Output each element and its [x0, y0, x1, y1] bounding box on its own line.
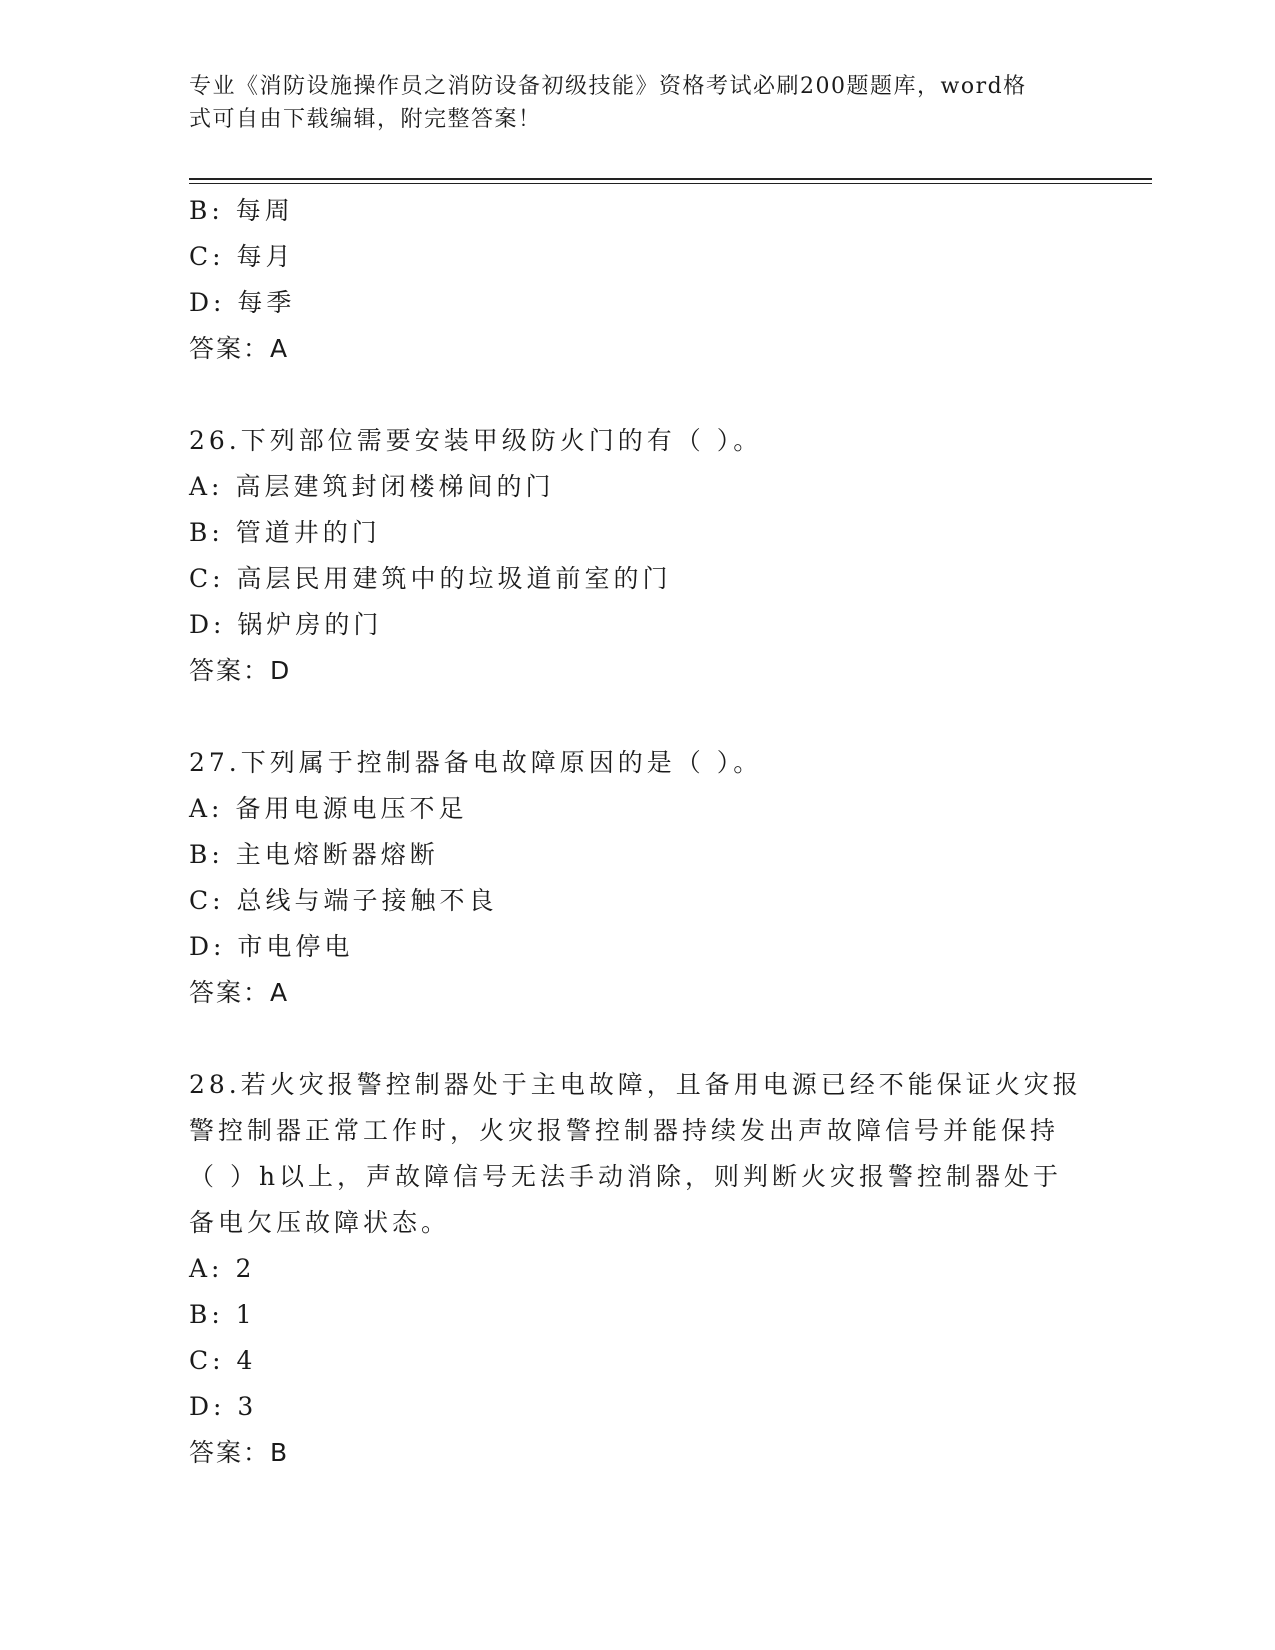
option-c: C: 每月: [189, 242, 295, 271]
question-28: [189, 1062, 1089, 1476]
question-list: [189, 188, 1089, 1476]
option-d: D: 每季: [189, 288, 296, 317]
answer-line: 答案：D: [189, 656, 292, 685]
option-b: B: 1: [189, 1300, 256, 1329]
answer-line: 答案：A: [189, 978, 290, 1007]
question-stem-line-4: 备电欠压故障状态。: [189, 1208, 451, 1237]
option-c: C: 高层民用建筑中的垃圾道前室的门: [189, 564, 672, 593]
option-b: B: 每周: [189, 196, 294, 225]
option-a: A: 高层建筑封闭楼梯间的门: [189, 472, 555, 501]
answer-line: 答案：A: [189, 334, 290, 363]
header-line-1: 专业《消防设施操作员之消防设备初级技能》资格考试必刷200题题库，word格: [189, 74, 1027, 99]
question-26: [189, 418, 1089, 694]
option-c: C: 总线与端子接触不良: [189, 886, 498, 915]
option-a: A: 2: [189, 1254, 256, 1283]
header-line-2: 式可自由下载编辑，附完整答案！: [189, 107, 542, 132]
header-rule-thin: [189, 183, 1152, 184]
question-stem: 27.下列属于控制器备电故障原因的是（ ）。: [189, 748, 763, 777]
question-stem: 26.下列部位需要安装甲级防火门的有（ ）。: [189, 426, 763, 455]
option-d: D: 3: [189, 1392, 258, 1421]
question-stem-line-1: 28.若火灾报警控制器处于主电故障，且备用电源已经不能保证火灾报: [189, 1070, 1082, 1099]
prev-question: [189, 188, 1089, 372]
question-stem-line-2: 警控制器正常工作时，火灾报警控制器持续发出声故障信号并能保持: [189, 1116, 1060, 1145]
question-27: [189, 740, 1089, 1016]
header-rule-thick: [189, 178, 1152, 180]
option-d: D: 市电停电: [189, 932, 354, 961]
option-b: B: 主电熔断器熔断: [189, 840, 439, 869]
option-c: C: 4: [189, 1346, 257, 1375]
document-header: [189, 70, 1069, 136]
question-stem-line-3: （ ）h以上，声故障信号无法手动消除，则判断火灾报警控制器处于: [189, 1162, 1063, 1191]
option-a: A: 备用电源电压不足: [189, 794, 468, 823]
option-b: B: 管道井的门: [189, 518, 381, 547]
answer-line: 答案：B: [189, 1438, 290, 1467]
option-d: D: 锅炉房的门: [189, 610, 383, 639]
